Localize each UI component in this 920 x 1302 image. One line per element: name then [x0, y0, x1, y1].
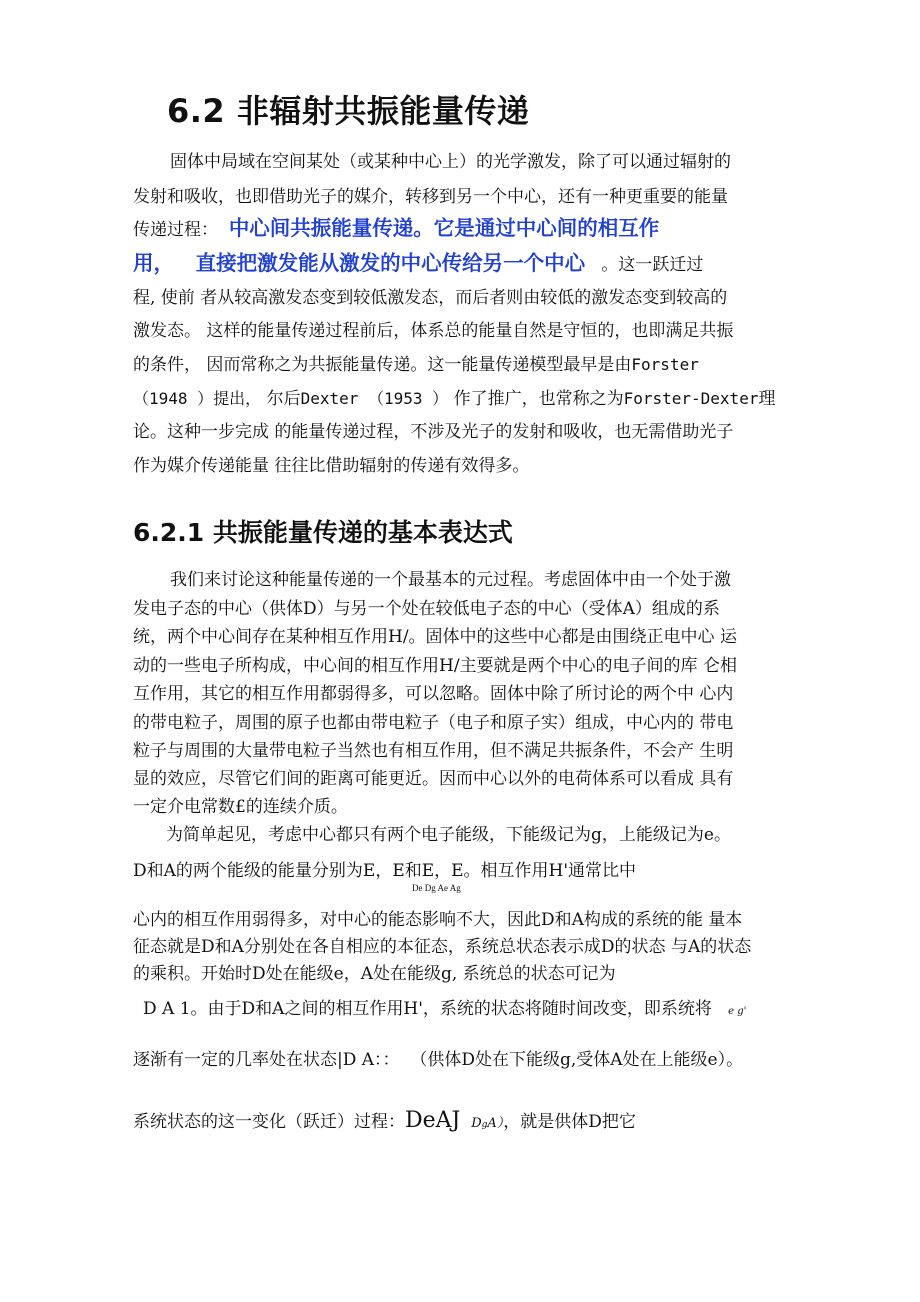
text-line: [133, 388, 775, 410]
subsection-title: 6.2.1 共振能量传递的基本表达式: [133, 518, 513, 547]
highlight-text: 中心间共振能量传递。它是通过中心间的相互作: [228, 216, 660, 240]
text-line: 动的一些电子所构成，中心间的相互作用H/主要就是两个中心的电子间的库 仑相: [133, 656, 737, 676]
highlight-text: 用，: [133, 251, 174, 275]
text-line: 的带电粒子，周围的原子也都由带电粒子（电子和原子实）组成，中心内的 带电: [133, 713, 734, 733]
text-line: 统，两个中心间存在某种相互作用H/。固体中的这些中心都是由围绕正电中心 运: [133, 627, 737, 647]
text-line: 发射和吸收，也即借助光子的媒介，转移到另一个中心，还有一种更重要的能量: [133, 187, 728, 207]
text-line: 程, 使前 者从较高激发态变到较低激发态，而后者则由较低的激发态变到较高的: [133, 288, 728, 308]
text-span: 作了推广，也常称之为: [453, 389, 624, 409]
text-span: 传递过程：: [133, 220, 218, 240]
text-line: 一定介电常数£的连续介质。: [133, 797, 348, 817]
text-line: 为简单起见，考虑中心都只有两个电子能级，下能级记为g，上能级记为e。: [166, 825, 731, 845]
text-span: 。这一跃迁过: [601, 255, 704, 275]
text-line: 我们来讨论这种能量传递的一个最基本的元过程。考虑固体中由一个处于激: [170, 570, 731, 590]
transition-symbol: DeAJ: [405, 1108, 461, 1133]
text-span: 的条件， 因而常称之为共振能量传递。这一能量传递模型最早是由: [133, 355, 632, 375]
highlight-text: 直接把激发能从激发的中心传给另一个中心: [195, 251, 586, 275]
text-span: 理: [758, 389, 776, 409]
text-line: 论。这种一步完成 的能量传递过程，不涉及光子的发射和吸收，也无需借助光子: [133, 422, 734, 442]
text-line: 发电子态的中心（供体D）与另一个处在较低电子态的中心（受体A）组成的系: [133, 599, 720, 619]
section-title: 6.2 非辐射共振能量传递: [167, 92, 530, 130]
state-symbol: D A 1: [143, 999, 191, 1019]
text-line: 征态就是D和A分别处在各自相应的本征态，系统总状态表示成D的状态 与A的状态: [133, 937, 752, 957]
text-line: [143, 998, 746, 1023]
text-span: 。由于D和A之间的相互作用H'，系统的状态将随时间改变，即系统将: [190, 999, 712, 1019]
text-line: [133, 354, 699, 376]
name-forster: Forster: [631, 355, 699, 374]
transition-symbol: D: [471, 1116, 482, 1131]
text-line: 显的效应，尽管它们间的距离可能更近。因而中心以外的电荷体系可以看成 具有: [133, 769, 734, 789]
text-line: [133, 217, 659, 241]
text-line: 固体中局域在空间某处（或某种中心上）的光学激发，除了可以通过辐射的: [170, 152, 731, 172]
text-line: 的乘积。开始时D处在能级e，A处在能级g, 系统总的状态可记为: [133, 964, 616, 984]
text-line: 粒子与周围的大量带电粒子当然也有相互作用，但不满足共振条件，不会产 生明: [133, 741, 734, 761]
state-symbol: |D A：：: [337, 1050, 400, 1070]
text-line: 激发态。 这样的能量传递过程前后，体系总的能量自然是守恒的，也即满足共振: [133, 321, 734, 341]
text-line: D和A的两个能级的能量分别为E，E和E，E。相互作用H'通常比中: [133, 861, 637, 881]
transition-subscript: g: [481, 1120, 488, 1130]
text-span: 逐渐有一定的几率处在状态: [133, 1050, 337, 1070]
text-line: [133, 1110, 636, 1136]
name-forster-dexter: Forster-Dexter: [623, 389, 759, 408]
energy-subscripts: De Dg Ae Ag: [412, 883, 461, 893]
text-line: 心内的相互作用弱得多，对中心的能态影响不大，因此D和A构成的系统的能 量本: [133, 910, 743, 930]
text-line: [133, 252, 703, 276]
text-span: ，就是供体D把它: [503, 1112, 636, 1132]
text-span: 系统状态的这一变化（跃迁）过程：: [133, 1112, 405, 1132]
text-span: 尔后: [266, 389, 301, 409]
text-line: [133, 1049, 743, 1071]
text-line: 作为媒介传递能量 往往比借助辐射的传递有效得多。: [133, 456, 530, 476]
transition-symbol: A）: [487, 1116, 504, 1131]
state-label: e g': [728, 1006, 747, 1017]
text-span: （供体D处在下能级g,受体A处在上能级e）。: [410, 1050, 744, 1070]
name-dexter: Dexter （1953 ）: [300, 389, 449, 408]
text-line: 互作用，其它的相互作用都弱得多，可以忽略。固体中除了所讨论的两个中 心内: [133, 684, 734, 704]
year-1948: （1948 ）提出，: [133, 389, 262, 408]
